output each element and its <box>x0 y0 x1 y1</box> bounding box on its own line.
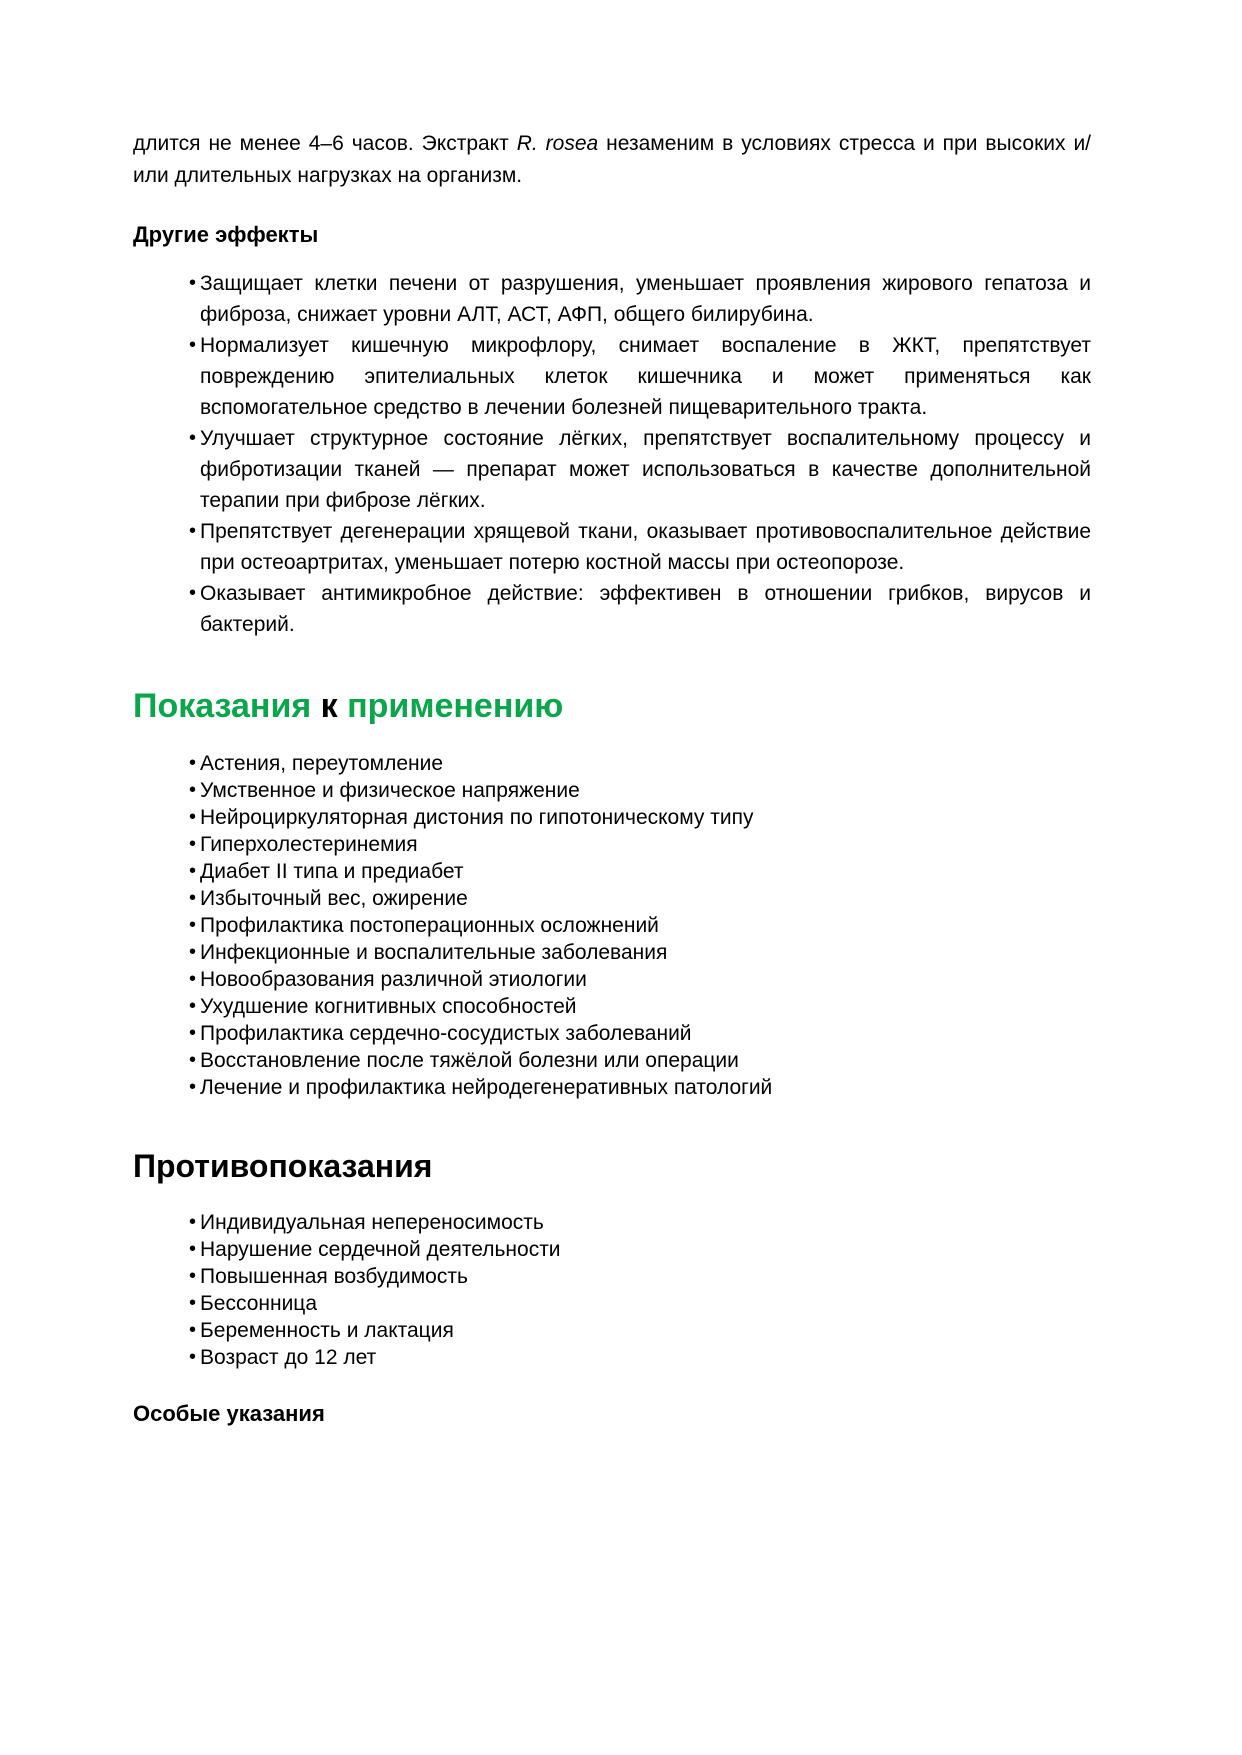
list-item: • Оказывает антимикробное действие: эффективен в отношении грибков, вирусов и бактерий. <box>133 578 1091 640</box>
species-name-italic: R. rosea <box>516 132 599 155</box>
heading-contraindications: Противопоказания <box>133 1148 433 1184</box>
list-item: • Инфекционные и воспалительные заболевания <box>133 939 1091 966</box>
other-effects-list <box>133 268 1091 640</box>
list-item: • Избыточный вес, ожирение <box>133 885 1091 912</box>
list-item: • Гиперхолестеринемия <box>133 831 1091 858</box>
heading-indications-part-2: к <box>320 687 338 725</box>
list-item: • Беременность и лактация <box>133 1317 1091 1344</box>
list-item: • Диабет II типа и предиабет <box>133 858 1091 885</box>
indications-list <box>133 750 1091 1101</box>
heading-indications-space <box>311 687 320 725</box>
list-item: • Возраст до 12 лет <box>133 1344 1091 1371</box>
list-item: • Умственное и физическое напряжение <box>133 777 1091 804</box>
list-item: • Индивидуальная непереносимость <box>133 1209 1091 1236</box>
heading-indications-part-3: применению <box>347 687 564 725</box>
list-item: • Восстановление после тяжёлой болезни или операции <box>133 1047 1091 1074</box>
intro-text-after-italic: незаменим в условиях стресса и при высоких и/или длительных нагрузках на организм. <box>133 132 1092 187</box>
list-item: • Нейроциркуляторная дистония по гипотоническому типу <box>133 804 1091 831</box>
list-item: • Профилактика сердечно-сосудистых заболеваний <box>133 1020 1091 1047</box>
list-item: • Нарушение сердечной деятельности <box>133 1236 1091 1263</box>
intro-text-before-italic: длится не менее 4–6 часов. Экстракт <box>133 132 517 155</box>
list-item: • Астения, переутомление <box>133 750 1091 777</box>
heading-special-instructions: Особые указания <box>133 1401 325 1426</box>
list-item: • Ухудшение когнитивных способностей <box>133 993 1091 1020</box>
list-item: • Нормализует кишечную микрофлору, снимает воспаление в ЖКТ, препятствует повреждению эпителиальных клеток кишечника и может применяться как вспомогательное средство в лечении болезней пищеварительного тракта. <box>133 330 1091 423</box>
heading-other-effects: Другие эффекты <box>133 222 319 247</box>
list-item: • Новообразования различной этиологии <box>133 966 1091 993</box>
list-item: • Защищает клетки печени от разрушения, уменьшает проявления жирового гепатоза и фиброза, снижает уровни АЛТ, АСТ, АФП, общего билирубина. <box>133 268 1091 330</box>
list-item: • Профилактика постоперационных осложнений <box>133 912 1091 939</box>
contraindications-list <box>133 1209 1091 1371</box>
list-item: • Препятствует дегенерации хрящевой ткани, оказывает противовоспалительное действие при остеоартритах, уменьшает потерю костной массы при остеопорозе. <box>133 516 1091 578</box>
document-content <box>133 128 1091 1429</box>
intro-paragraph <box>133 128 1091 192</box>
list-item: • Бессонница <box>133 1290 1091 1317</box>
heading-indications-part-1: Показания <box>133 687 312 725</box>
list-item: • Улучшает структурное состояние лёгких, препятствует воспалительному процессу и фибротизации тканей — препарат может использоваться в качестве дополнительной терапии при фиброзе лёгких. <box>133 423 1091 516</box>
heading-indications-space-2 <box>338 687 347 725</box>
list-item: • Повышенная возбудимость <box>133 1263 1091 1290</box>
list-item: • Лечение и профилактика нейродегенеративных патологий <box>133 1074 1091 1101</box>
heading-indications <box>133 684 1091 728</box>
